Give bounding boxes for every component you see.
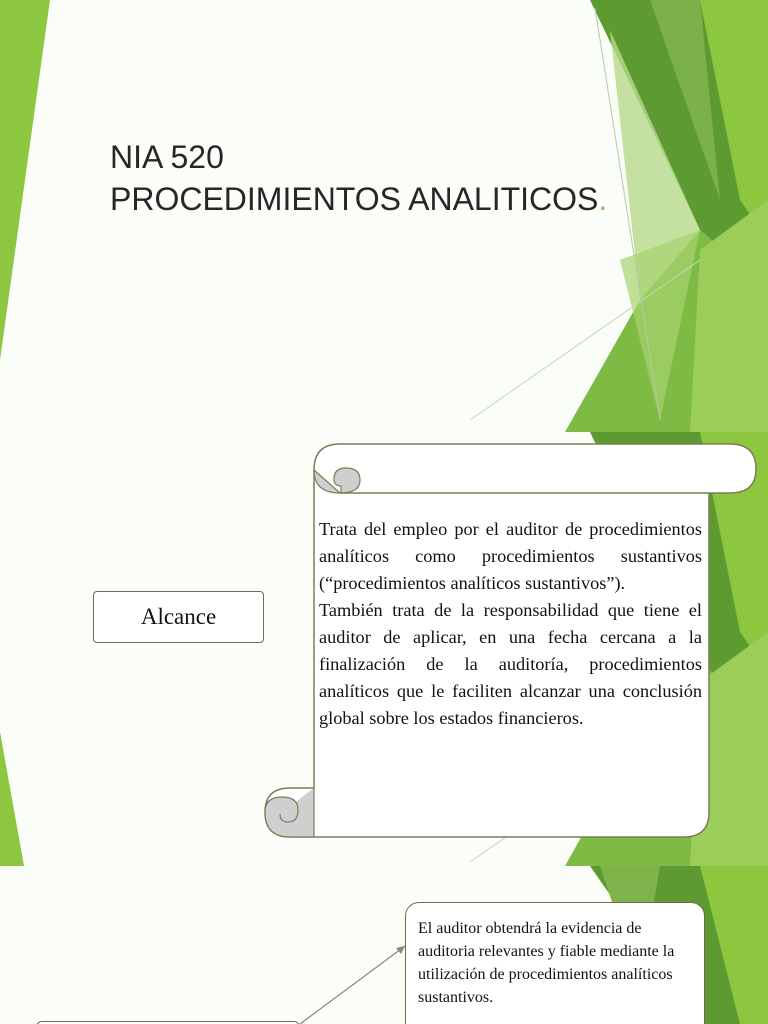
slide-title	[110, 136, 607, 220]
evidence-slide	[0, 866, 768, 1024]
alcance-slide	[0, 432, 768, 866]
title-slide	[0, 0, 768, 432]
evidence-note: El auditor obtendrá la evidencia de auditoria relevantes y fiable mediante la utilización de procedimientos analíticos sustantivos.	[405, 902, 705, 1024]
title-line1: NIA 520	[110, 139, 224, 175]
scroll-paragraph-2: También trata de la responsabilidad que tiene el auditor de aplicar, en una fecha cercana a la finalización de la auditoría, procedimientos analíticos que le faciliten alcanzar una conclusión global sobre los estados financieros.	[319, 600, 702, 728]
scroll-text	[319, 516, 702, 732]
title-line2: PROCEDIMIENTOS ANALITICOS	[110, 181, 599, 217]
alcance-label: Alcance	[93, 591, 264, 643]
scroll-paragraph-1: Trata del empleo por el auditor de procedimientos analíticos como procedimientos sustantivos (“procedimientos analíticos sustantivos”).	[319, 519, 702, 593]
title-dot: .	[598, 181, 608, 217]
